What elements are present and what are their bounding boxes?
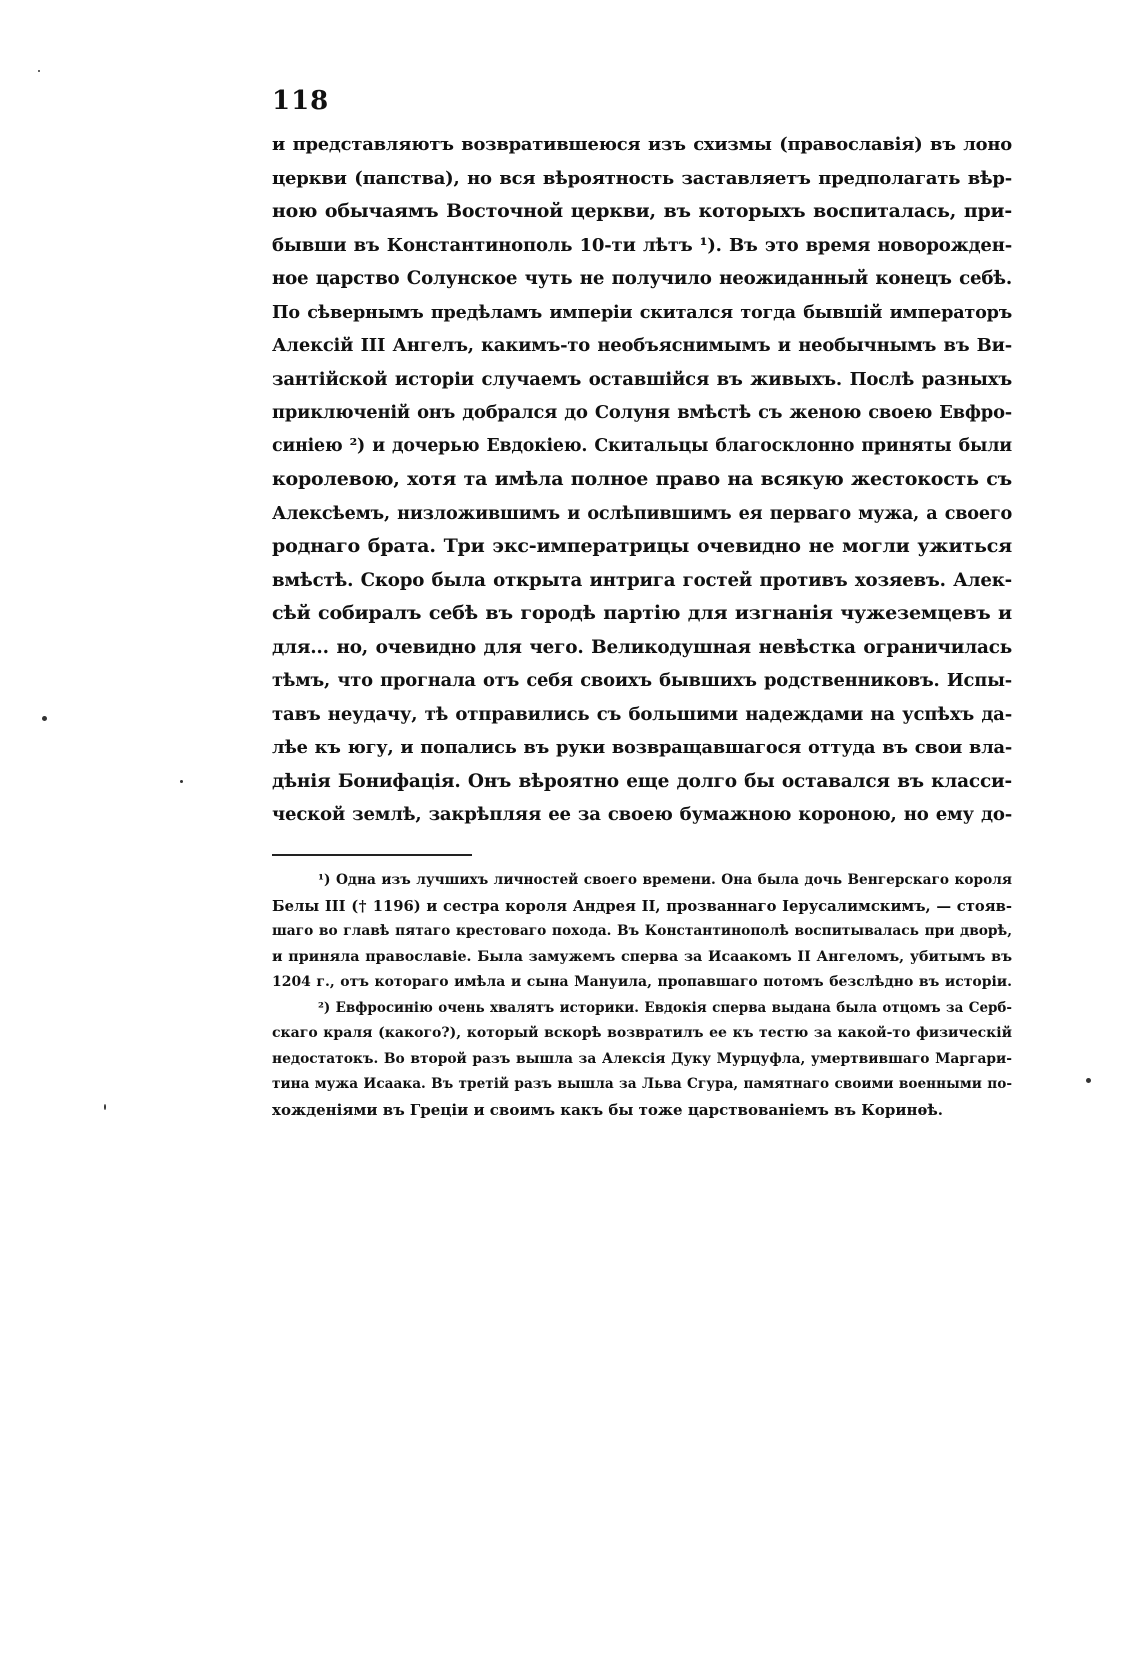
footnote-line: скаго краля (какого?), который вскорѣ возвратилъ ее къ тестю за какой-то физическій bbox=[272, 1025, 1012, 1041]
text-line: приключеній онъ добрался до Солуня вмѣстѣ съ женою своею Евфро- bbox=[272, 402, 1012, 423]
text-line: Алексій III Ангелъ, какимъ-то необъяснимымъ и необычнымъ въ Ви- bbox=[272, 335, 1012, 356]
footnote-line: недостатокъ. Во второй разъ вышла за Алексія Дуку Мурцуфла, умертвившаго Маргари- bbox=[272, 1050, 1012, 1067]
text-line: церкви (папства), но вся вѣроятность заставляетъ предполагать вѣр- bbox=[272, 167, 1012, 189]
footnotes bbox=[272, 868, 1012, 1123]
text-line: сѣй собиралъ себѣ въ городѣ партію для изгнанія чужеземцевъ и bbox=[272, 602, 1012, 624]
text-line: роднаго брата. Три экс-императрицы очевидно не могли ужиться bbox=[272, 535, 1012, 557]
scan-speck bbox=[38, 70, 40, 72]
footnote-divider bbox=[272, 854, 472, 856]
text-line: тѣмъ, что прогнала отъ себя своихъ бывшихъ родственниковъ. Испы- bbox=[272, 670, 1012, 691]
text-line: для... но, очевидно для чего. Великодушная невѣстка ограничилась bbox=[272, 636, 1012, 658]
text-line: и представляютъ возвратившеюся изъ схизмы (православія) въ лоно bbox=[272, 134, 1012, 155]
footnote-line: Белы III († 1196) и сестра короля Андрея II, прозваннаго Іерусалимскимъ, — стояв- bbox=[272, 897, 1012, 915]
footnote-line: и приняла православіе. Была замужемъ сперва за Исаакомъ II Ангеломъ, убитымъ въ bbox=[272, 948, 1012, 965]
footnote-2 bbox=[272, 996, 1012, 1124]
text-line: королевою, хотя та имѣла полное право на всякую жестокость съ bbox=[272, 468, 1012, 490]
text-line: ное царство Солунское чуть не получило неожиданный конецъ себѣ. bbox=[272, 268, 1012, 289]
text-line: ческой землѣ, закрѣпляя ее за своею бумажною короною, но ему до- bbox=[272, 804, 1012, 825]
text-line: бывши въ Константинополь 10-ти лѣтъ ¹). Въ это время новорожден- bbox=[272, 234, 1012, 256]
scan-speck bbox=[104, 1104, 106, 1110]
text-line: ною обычаямъ Восточной церкви, въ которыхъ воспиталась, при- bbox=[272, 200, 1012, 222]
text-line: тавъ неудачу, тѣ отправились съ большими надеждами на успѣхъ да- bbox=[272, 703, 1012, 725]
footnote-line: шаго во главѣ пятаго крестоваго похода. Въ Константинополѣ воспитывалась при дворѣ, bbox=[272, 923, 1012, 939]
footnote-line: хожденіями въ Греціи и своимъ какъ бы тоже царствованіемъ въ Коринѳѣ. bbox=[272, 1100, 944, 1119]
footnote-line: 1204 г., отъ котораго имѣла и сына Мануила, пропавшаго потомъ безслѣдно въ исторіи. bbox=[272, 974, 1012, 990]
text-line: зантійской исторіи случаемъ оставшійся въ живыхъ. Послѣ разныхъ bbox=[272, 368, 1012, 390]
footnote-line: ²) Евфросинію очень хвалятъ историки. Евдокія сперва выдана была отцомъ за Серб- bbox=[318, 999, 1012, 1016]
main-text bbox=[272, 128, 1012, 832]
scan-speck bbox=[1086, 1078, 1091, 1083]
footnote-line: тина мужа Исаака. Въ третій разъ вышла за Льва Сгура, памятнаго своими военными по- bbox=[272, 1076, 1012, 1092]
footnote-1 bbox=[272, 868, 1012, 996]
text-line: вмѣстѣ. Скоро была открыта интрига гостей противъ хозяевъ. Алек- bbox=[272, 569, 1012, 591]
text-line: синіею ²) и дочерью Евдокіею. Скитальцы благосклонно приняты были bbox=[272, 435, 1012, 456]
footnote-line: ¹) Одна изъ лучшихъ личностей своего времени. Она была дочь Венгерскаго короля bbox=[318, 872, 1012, 888]
page-number: 118 bbox=[272, 86, 330, 116]
scan-speck bbox=[180, 780, 183, 783]
scan-speck bbox=[42, 716, 47, 721]
text-line: Алексѣемъ, низложившимъ и ослѣпившимъ ея перваго мужа, а своего bbox=[272, 502, 1012, 524]
text-line: дѣнія Бонифація. Онъ вѣроятно еще долго бы оставался въ класси- bbox=[272, 770, 1012, 792]
text-line: По сѣвернымъ предѣламъ имперіи скитался тогда бывшій императоръ bbox=[272, 301, 1012, 323]
text-line: лѣе къ югу, и попались въ руки возвращавшагося оттуда въ свои вла- bbox=[272, 737, 1012, 758]
